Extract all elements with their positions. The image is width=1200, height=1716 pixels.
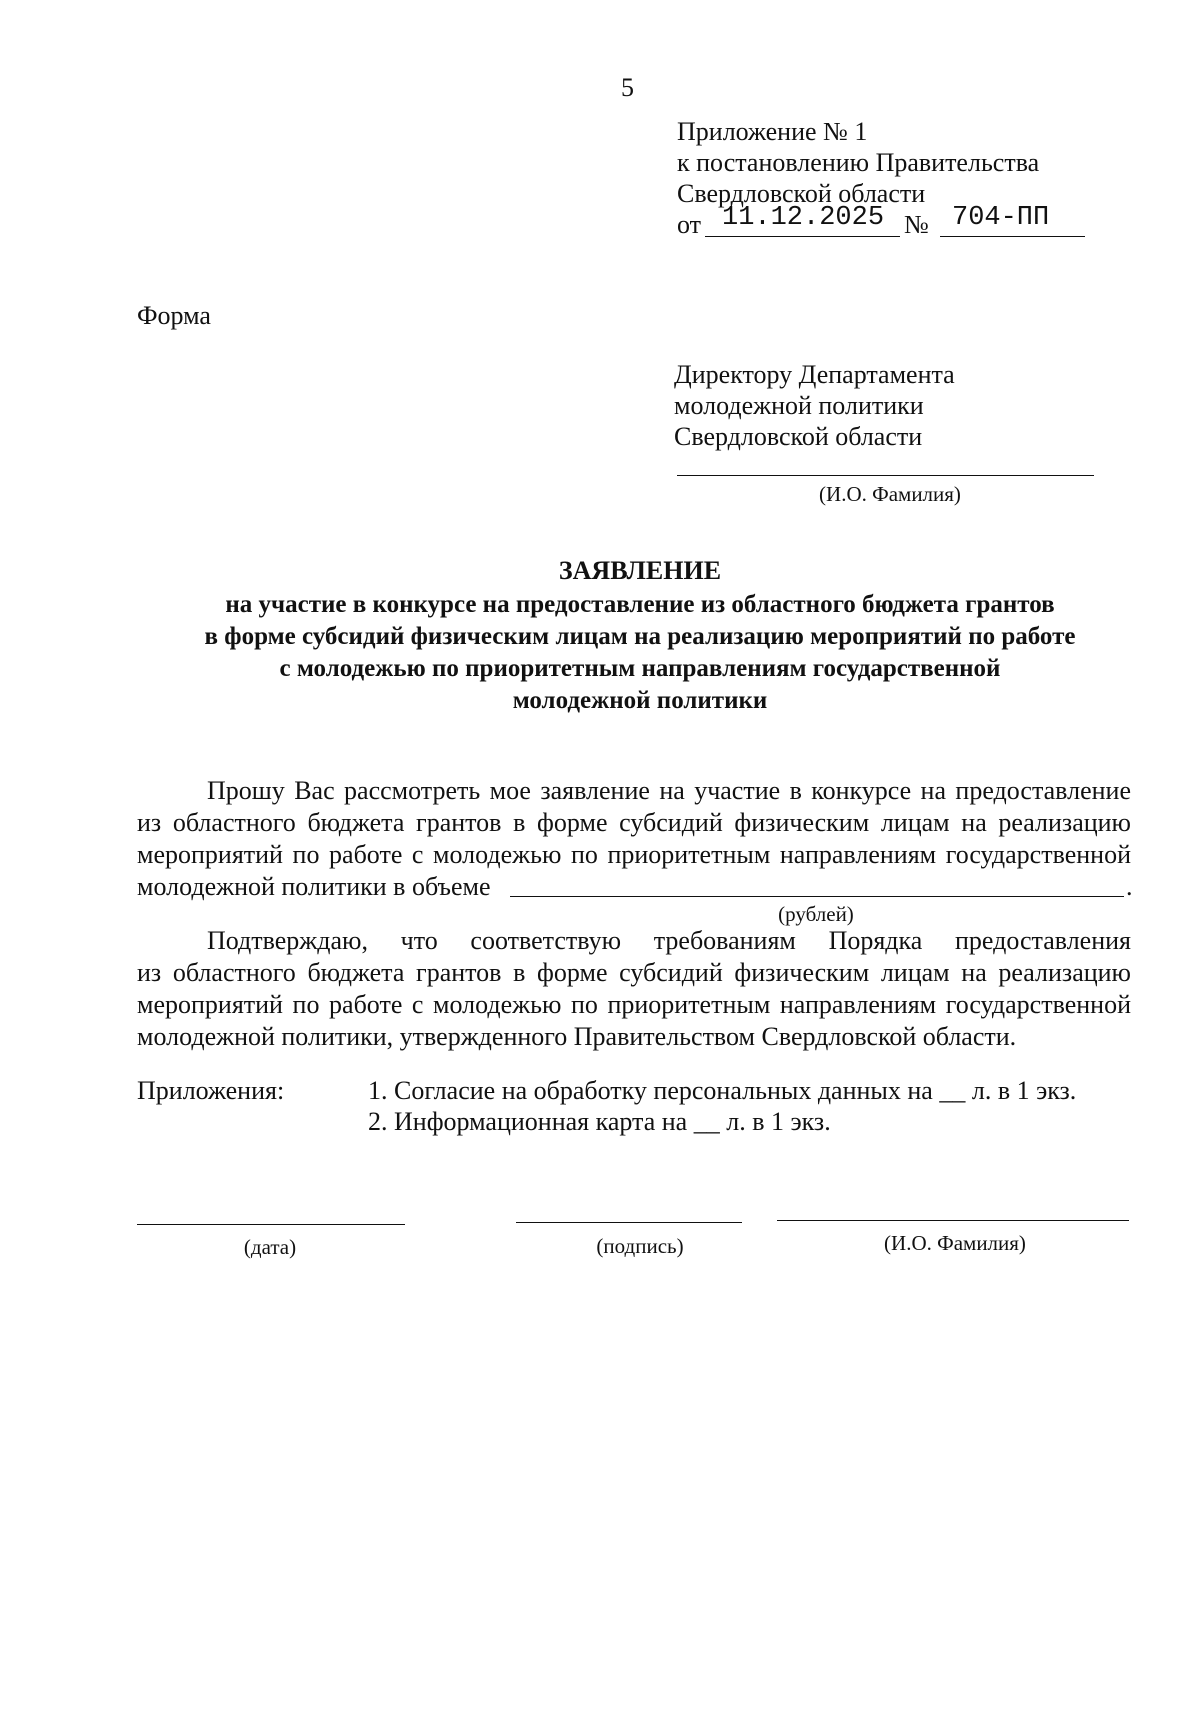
date-signature-line [137,1224,405,1225]
title-line-4: молодежной политики [512,687,768,714]
title-heading: ЗАЯВЛЕНИЕ [558,556,722,585]
confirm-line-4: молодежной политики, утвержденного Правительством Свердловской области. [137,1022,1017,1051]
confirm-line-2: из областного бюджета грантов в форме субсидий физическим лицам на реализацию [137,958,1131,987]
amount-caption: (рублей) [778,902,854,926]
attachment-item-1: 1. Согласие на обработку персональных данных на __ л. в 1 экз. [368,1076,1077,1105]
request-line-4: молодежной политики в объеме [137,872,491,901]
addressee-line-1: Директору Департамента [674,360,955,389]
attachment-date-prefix: от [677,210,702,239]
title-line-1: на участие в конкурсе на предоставление из областного бюджета грантов [225,591,1055,618]
date-underline [705,236,900,237]
addressee-name-caption: (И.О. Фамилия) [819,482,961,506]
request-line-2: из областного бюджета грантов в форме субсидий физическим лицам на реализацию [137,808,1131,837]
attachment-item-2: 2. Информационная карта на __ л. в 1 экз. [368,1107,831,1136]
request-paragraph [137,775,1131,903]
form-label: Форма [137,301,211,330]
signature-line [516,1222,742,1223]
document-title [120,555,1160,717]
name-caption: (И.О. Фамилия) [884,1231,1026,1255]
number-underline [940,236,1085,237]
amount-line-end: . [1126,872,1133,901]
attachments-label: Приложения: [137,1076,285,1105]
page-number: 5 [621,73,634,102]
confirm-line-3: мероприятий по работе с молодежью по приоритетным направлениям государственной [137,990,1131,1019]
attachment-line-1: Приложение № 1 [677,117,868,146]
confirmation-paragraph [137,925,1131,1053]
addressee-name-line [677,475,1094,476]
attachment-line-3: Свердловской области [677,179,926,208]
name-signature-line [777,1220,1129,1221]
addressee-line-2: молодежной политики [674,391,924,420]
signature-caption: (подпись) [596,1234,684,1258]
request-line-3: мероприятий по работе с молодежью по приоритетным направлениям государственной [137,840,1131,869]
addressee-line-3: Свердловской области [674,422,923,451]
title-line-2: в форме субсидий физическим лицам на реализацию мероприятий по работе [204,623,1076,650]
attachment-number-prefix: № [904,210,929,239]
date-caption: (дата) [243,1235,297,1259]
amount-line [510,896,1124,897]
attachment-date-value: 11.12.2025 [722,203,885,233]
attachment-number-value: 704-ПП [952,203,1050,233]
title-line-3: с молодежью по приоритетным направлениям государственной [279,655,1001,682]
confirm-line-1: Подтверждаю, что соответствую требованиям Порядка предоставления [207,926,1131,955]
attachment-line-2: к постановлению Правительства [677,148,1040,177]
request-line-1: Прошу Вас рассмотреть мое заявление на участие в конкурсе на предоставление [207,776,1131,805]
